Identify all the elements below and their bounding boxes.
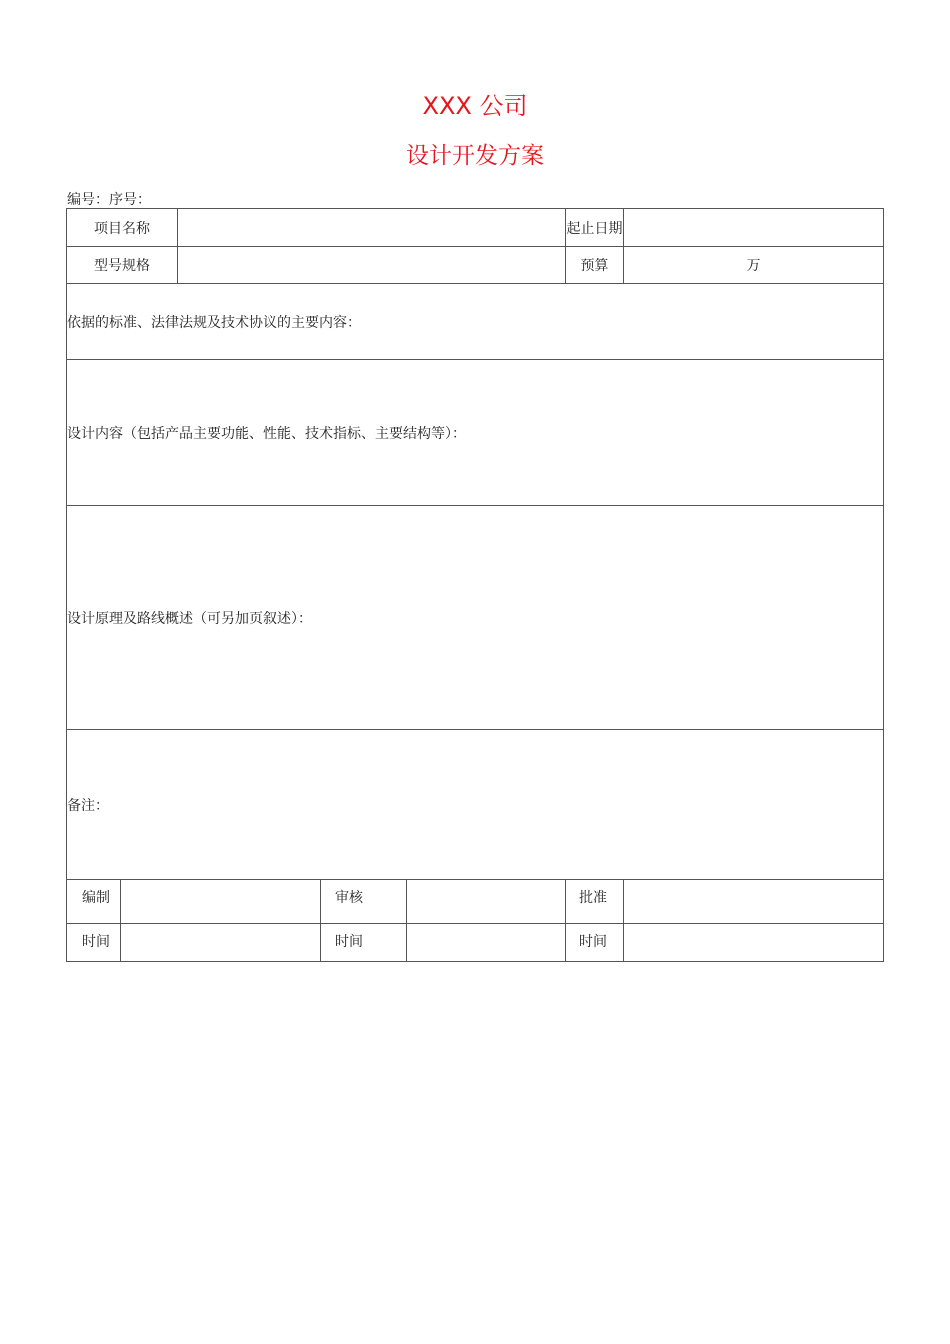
period-label: 起止日期 <box>566 209 624 247</box>
principle-field[interactable] <box>67 506 884 730</box>
reviewed-time-field[interactable] <box>407 924 566 962</box>
document-title: 设计开发方案 <box>406 143 544 169</box>
budget-label: 预算 <box>566 247 624 284</box>
sequence-number-label: 序号： <box>109 192 151 208</box>
period-field[interactable] <box>624 209 884 247</box>
project-row <box>67 209 884 247</box>
reviewed-time-label: 时间 <box>321 924 407 962</box>
project-name-label: 项目名称 <box>67 209 178 247</box>
prepared-label: 编制 <box>67 880 121 924</box>
time-row <box>67 924 884 962</box>
basis-label: 依据的标准、法律法规及技术协议的主要内容： <box>67 314 361 331</box>
approved-time-field[interactable] <box>624 924 884 962</box>
signature-row <box>67 880 884 924</box>
project-name-field[interactable] <box>178 209 566 247</box>
budget-unit[interactable]: 万 <box>624 247 884 284</box>
basis-row <box>67 284 884 360</box>
remarks-field[interactable] <box>67 730 884 880</box>
prepared-time-label: 时间 <box>67 924 121 962</box>
content-label: 设计内容（包括产品主要功能、性能、技术指标、主要结构等）： <box>67 425 466 442</box>
approved-time-label: 时间 <box>566 924 624 962</box>
principle-label: 设计原理及路线概述（可另加页叙述）： <box>67 610 312 627</box>
serial-line <box>67 190 151 210</box>
model-field[interactable] <box>178 247 566 284</box>
remarks-label: 备注： <box>67 797 109 814</box>
remarks-row <box>67 730 884 880</box>
approved-field[interactable] <box>624 880 884 924</box>
approved-label: 批准 <box>566 880 624 924</box>
design-plan-form <box>66 208 884 962</box>
basis-field[interactable] <box>67 284 884 360</box>
company-title: XXX 公司 <box>422 92 528 120</box>
prepared-field[interactable] <box>121 880 321 924</box>
content-row <box>67 360 884 506</box>
model-row <box>67 247 884 284</box>
prepared-time-field[interactable] <box>121 924 321 962</box>
principle-row <box>67 506 884 730</box>
reviewed-field[interactable] <box>407 880 566 924</box>
serial-number-label: 编号： <box>67 192 109 208</box>
content-field[interactable] <box>67 360 884 506</box>
reviewed-label: 审核 <box>321 880 407 924</box>
model-label: 型号规格 <box>67 247 178 284</box>
